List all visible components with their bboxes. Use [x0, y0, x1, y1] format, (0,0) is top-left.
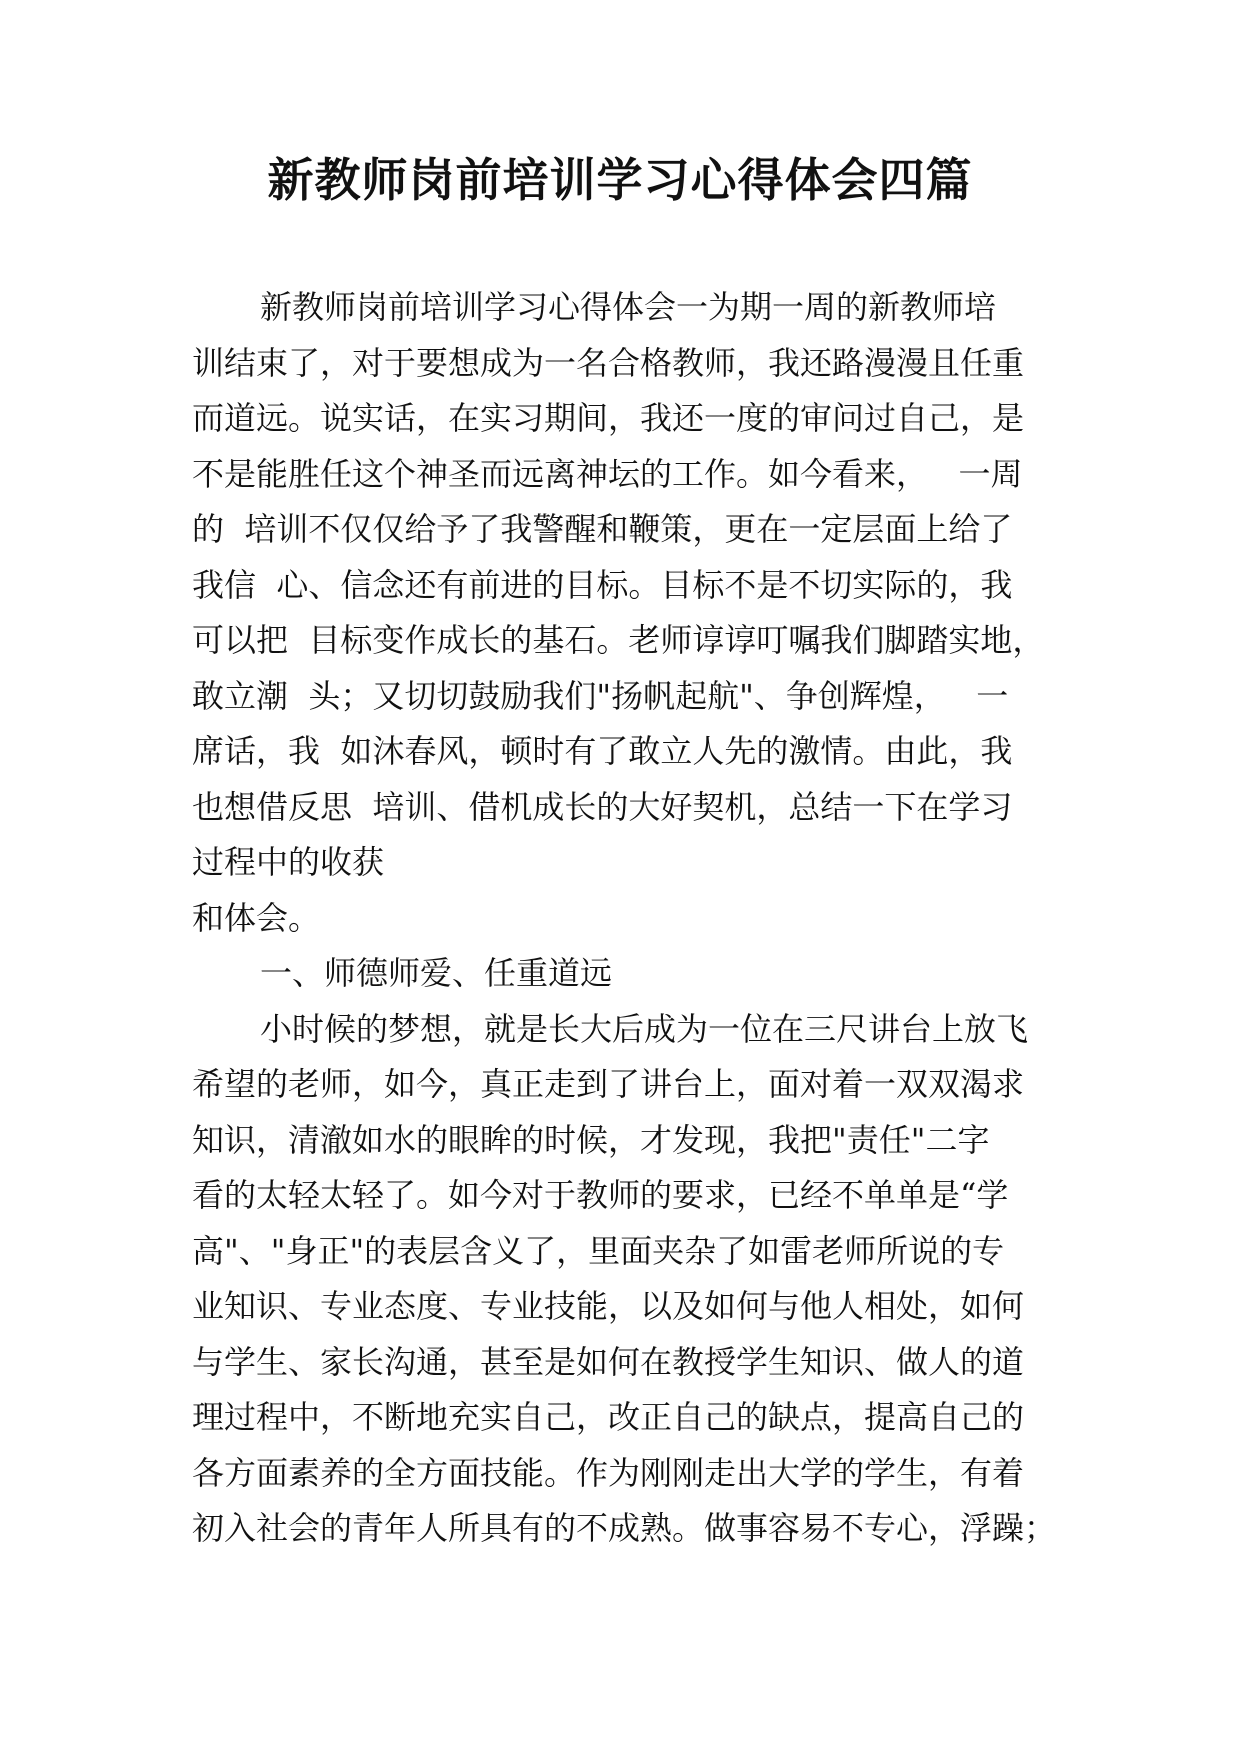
text-line: 可以把 目标变作成长的基石。老师谆谆叮嘱我们脚踏实地， — [192, 621, 1045, 659]
text-line: 高"、"身正"的表层含义了，里面夹杂了如雷老师所说的专 — [192, 1231, 1005, 1270]
text-line: 初入社会的青年人所具有的不成熟。做事容易不专心，浮躁； — [192, 1509, 1057, 1547]
text-line: 不是能胜任这个神圣而远离神坛的工作。如今看来， 一周 — [192, 454, 1023, 493]
text-line: 席话，我 如沐春风，顿时有了敢立人先的激情。由此，我 — [192, 732, 1013, 770]
text-line: 而道远。说实话，在实习期间，我还一度的审问过自己，是 — [192, 399, 1025, 437]
text-line: 训结束了，对于要想成为一名合格教师，我还路漫漫且任重 — [192, 343, 1025, 382]
text-line: 各方面素养的全方面技能。作为刚刚走出大学的学生，有着 — [192, 1453, 1025, 1492]
text-line: 看的太轻太轻了。如今对于教师的要求，已经不单单是“学 — [192, 1176, 1009, 1214]
text-line: 一、师德师爱、任重道远 — [260, 954, 613, 992]
document-title: 新教师岗前培训学习心得体会四篇 — [267, 153, 973, 207]
text-line: 和体会。 — [192, 898, 321, 937]
text-line: 的 培训不仅仅给予了我警醒和鞭策，更在一定层面上给了 — [192, 510, 1013, 548]
text-line: 希望的老师，如今，真正走到了讲台上，面对着一双双渴求 — [192, 1065, 1025, 1103]
text-line: 敢立潮 头；又切切鼓励我们"扬帆起航"、争创辉煌， 一 — [192, 676, 1009, 715]
text-line: 我信 心、信念还有前进的目标。目标不是不切实际的，我 — [192, 565, 1013, 604]
text-line: 知识，清澈如水的眼眸的时候，才发现，我把"责任"二字 — [192, 1120, 990, 1159]
text-line: 理过程中，不断地充实自己，改正自己的缺点，提高自己的 — [192, 1398, 1025, 1436]
document-body — [192, 280, 1062, 1557]
text-line: 过程中的收获 — [192, 843, 385, 881]
text-line: 小时候的梦想，就是长大后成为一位在三尺讲台上放飞 — [260, 1009, 1029, 1048]
text-line: 与学生、家长沟通，甚至是如何在教授学生知识、做人的道 — [192, 1342, 1025, 1381]
text-line: 也想借反思 培训、借机成长的大好契机，总结一下在学习 — [192, 787, 1013, 826]
text-line: 新教师岗前培训学习心得体会一为期一周的新教师培 — [260, 288, 997, 326]
text-line: 业知识、专业态度、专业技能，以及如何与他人相处，如何 — [192, 1287, 1025, 1325]
